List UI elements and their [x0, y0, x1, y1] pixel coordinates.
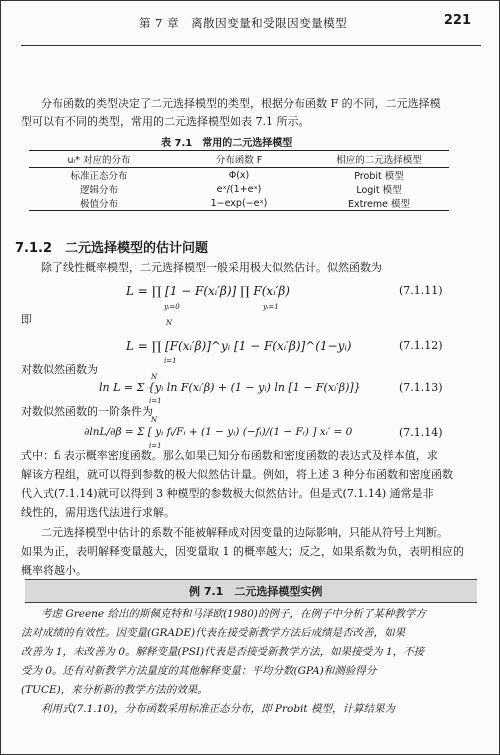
section-heading: 7.1.2 二元选择模型的估计问题 — [15, 241, 209, 256]
para2-line-1: 式中：fᵢ 表示概率密度函数。那么如果已知分布函数和密度函数的表达式及样本值，求 — [21, 449, 438, 462]
equation-number: (7.1.11) — [399, 284, 443, 297]
equation-7-1-12: L = ∏ [F(xᵢ′β)]^yᵢ [1 − F(xᵢ′β)]^(1−yᵢ) — [126, 339, 352, 353]
para3-line-1: 二元选择模型中估计的系数不能被解释成对因变量的边际影响，只能从符号上判断。 — [41, 526, 448, 539]
equation-7-1-13: ln L = Σ {yᵢ ln F(xᵢ′β) + (1 − yᵢ) ln [1 − F(xᵢ′β)]} — [99, 381, 361, 394]
intro-line-1: 分布函数的类型决定了二元选择模型的类型，根据分布函数 F 的不同，二元选择模 — [41, 97, 441, 110]
equation-7-1-11 — [126, 284, 290, 298]
intro-line-2: 型可以有不同的类型，常用的二元选择模型如表 7.1 所示。 — [21, 115, 310, 128]
foc-title: 对数似然函数的一阶条件为 — [21, 405, 153, 418]
example-line: (TUCE)，来分析新的教学方法的效果。 — [21, 684, 208, 696]
table-row — [29, 196, 449, 211]
equation-text: L = ∏ [1 − F(xᵢ′β)] ∏ F(xᵢ′β) — [126, 284, 290, 298]
table-cell: 标准正态分布 — [70, 171, 128, 182]
table-caption: 表 7.1 常用的二元选择模型 — [161, 138, 293, 149]
equation-subscript: i=1 — [149, 397, 162, 405]
table-cell: 极值分布 — [29, 196, 169, 211]
equation-subscript: yᵢ=1 — [263, 303, 279, 311]
table-header-cell: 相应的二元选择模型 — [309, 151, 449, 168]
table-row — [29, 182, 449, 196]
equation-subscript: i=1 — [149, 442, 162, 450]
page-header — [21, 1, 481, 46]
page-number: 221 — [443, 13, 471, 28]
para-likelihood: 除了线性概率模型，二元选择模型一般采用极大似然估计。似然函数为 — [41, 261, 382, 274]
binary-choice-table — [29, 150, 449, 211]
para3-line-2: 如果为正，表明解释变量越大，因变量取 1 的概率越大；反之，如果系数为负，表明相应的 — [21, 545, 464, 558]
table-cell: Extreme 模型 — [309, 196, 449, 211]
example-line: 利用式(7.1.10)，分布函数采用标准正态分布，即 Probit 模型，计算结果为 — [41, 703, 395, 715]
loglik-title: 对数似然函数为 — [21, 363, 98, 376]
chapter-title: 第 7 章 离散因变量和受限因变量模型 — [139, 16, 348, 30]
table-cell: 1−exp(−eˣ) — [169, 196, 309, 211]
example-title-bar — [25, 579, 477, 603]
example-line: 法对成绩的有效性。因变量(GRADE)代表在接受新教学方法后成绩是否改善，如果 — [21, 627, 406, 639]
table-cell: 逻辑分布 — [79, 185, 118, 196]
equation-number: (7.1.14) — [399, 426, 443, 439]
example-line: 改善为 1，未改善为 0。解释变量(PSI)代表是否接受新教学方法，如果接受为 1，不接 — [21, 646, 425, 658]
para3-line-3: 概率将越小。 — [21, 560, 87, 581]
table-cell: eˣ/(1+eˣ) — [216, 183, 262, 195]
table-header-row — [29, 151, 449, 168]
equation-superscript: N — [151, 373, 158, 381]
table-cell: Φ(x) — [228, 169, 250, 181]
table-header-cell: 分布函数 F — [169, 151, 309, 168]
equation-superscript: N — [151, 416, 158, 424]
label-ji: 即 — [21, 313, 32, 326]
para2-line-3: 代入式(7.1.14)就可以得到 3 种模型的参数极大似然估计。但是式(7.1.14) 通常是非 — [21, 487, 434, 500]
equation-7-1-14: ∂lnL/∂β = Σ [ yᵢ fᵢ/Fᵢ + (1 − yᵢ) (−fᵢ)/(1 − Fᵢ) ] xᵢ′ = 0 — [84, 426, 353, 438]
equation-subscript: yᵢ=0 — [164, 303, 180, 311]
example-title: 例 7.1 二元选择模型实例 — [189, 585, 323, 598]
example-line: 受为 0。还有对新教学方法量度的其他解释变量：平均分数(GPA)和测验得分 — [21, 665, 377, 677]
equation-number: (7.1.12) — [399, 339, 443, 352]
table-cell: Probit 模型 — [354, 171, 404, 182]
equation-superscript: N — [166, 319, 173, 327]
equation-number: (7.1.13) — [399, 381, 443, 394]
para2-line-4: 线性的，需用迭代法进行求解。 — [21, 506, 175, 519]
table-header-cell: uᵢ* 对应的分布 — [29, 151, 169, 168]
example-line: 考虑 Greene 给出的斯佩克特和马泽欧(1980)的例子，在例子中分析了某种教学方 — [41, 608, 426, 620]
para2-line-2: 解该方程组，就可以得到参数的极大似然估计量。例如，将上述 3 种分布函数和密度函数 — [21, 468, 453, 481]
table-cell: Logit 模型 — [356, 185, 402, 196]
table-row — [29, 168, 449, 183]
equation-subscript: i=1 — [164, 357, 177, 365]
